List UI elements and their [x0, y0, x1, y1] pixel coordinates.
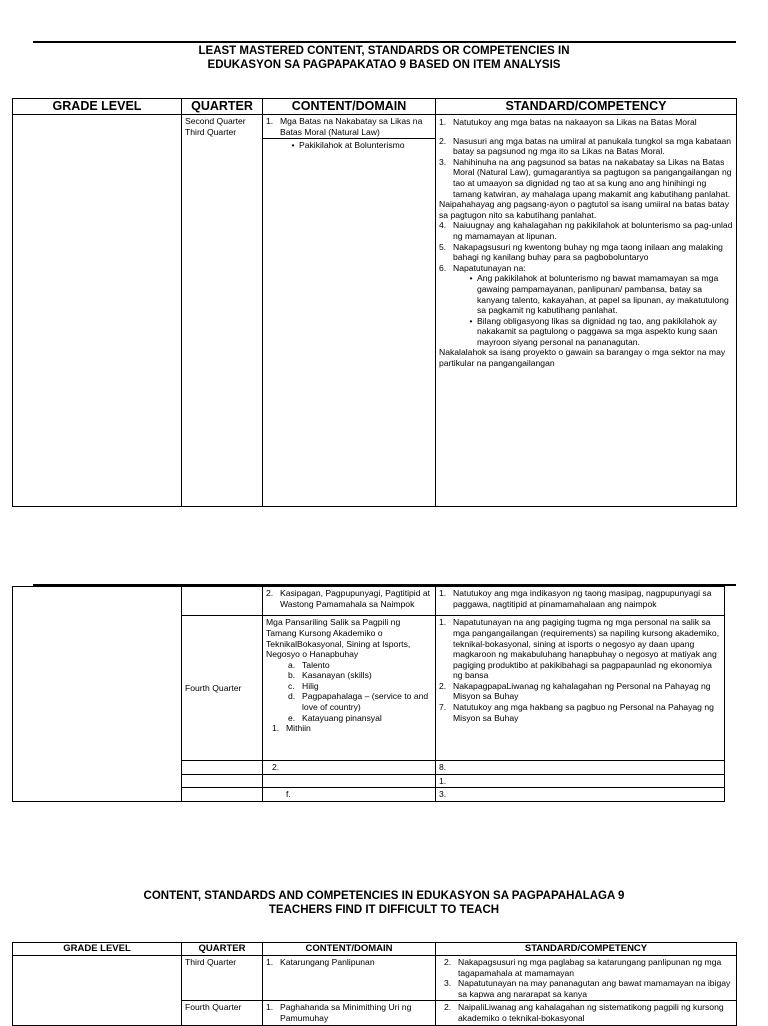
competency-paragraph: Naipahahayag ang pagsang-ayon o pagtutol sa isang umiiral na batas batay sa pagtugon nito sa kabutihang panlahat.	[439, 199, 730, 220]
competency-item: Naiuugnay ang kahalagahan ng pakikilahok at bolunterismo sa pag-unlad ng mamamayan at lipunan.	[453, 220, 733, 241]
list-number: 1.	[272, 723, 280, 734]
grade-level-cell	[13, 956, 182, 1026]
list-number: 1.	[266, 957, 274, 967]
difficult-to-teach-table	[12, 942, 737, 1026]
header-standard-competency: STANDARD/COMPETENCY	[436, 943, 737, 956]
content-item: Katarungang Panlipunan	[280, 957, 375, 967]
competency-item: Nahihinuha na ang pagsunod sa batas na nakabatay sa Likas na Batas Moral (Natural Law), gumagarantiya sa pagtugon sa pangangailangan ng tao at umaayon sa dignidad ng tao at sa kung ano ang hinihingi ng tamang katwiran, ay mahalaga upang makamit ang kabutihang panlahat.	[453, 156, 732, 199]
list-number: 1.	[439, 588, 447, 598]
list-number: 1.	[266, 1002, 274, 1013]
bullet-icon: •	[469, 315, 473, 326]
list-letter: d.	[288, 691, 296, 702]
content-subitem: Pagpapahalaga – (service to and love of country)	[302, 691, 429, 713]
competency-paragraph: Nakalalahok sa isang proyekto o gawain sa barangay o mga sektor na may partikular na pangangailangan	[439, 347, 726, 369]
header-content-domain: CONTENT/DOMAIN	[263, 99, 436, 115]
least-mastered-table	[12, 98, 737, 507]
grade-level-cell	[13, 115, 182, 507]
table-header-row	[13, 943, 737, 956]
section3-title-line1: CONTENT, STANDARDS AND COMPETENCIES IN EDUKASYON SA PAGPAPAHALAGA 9	[143, 890, 625, 902]
header-content-domain: CONTENT/DOMAIN	[263, 943, 436, 956]
competency-item: Nasusuri ang mga batas na umiiral at panukala tungkol sa mga kabataan batay sa pagsunod ng mga ito sa Likas na Batas Moral.	[453, 135, 732, 157]
competency-item: Natutukoy ang mga indikasyon ng taong masipag, nagpupunyagi sa paggawa, nagtitipid at pinamamahalaan ang naimpok	[453, 588, 712, 609]
section1-title	[0, 44, 768, 72]
bullet-icon: •	[469, 273, 473, 284]
content-subitem: Kasanayan (skills)	[302, 670, 372, 681]
section3-title	[0, 889, 768, 917]
header-quarter: QUARTER	[182, 943, 263, 956]
quarter-cell	[182, 788, 263, 802]
quarter-cell	[182, 774, 263, 788]
content-subitem: Mithiin	[286, 723, 311, 734]
list-number: 6.	[439, 262, 447, 273]
quarter-second: Second Quarter	[185, 116, 246, 126]
list-number: 1.	[439, 617, 447, 628]
content-domain-cell	[263, 1001, 436, 1025]
competency-cell	[436, 761, 725, 775]
section1-title-line1: LEAST MASTERED CONTENT, STANDARDS OR COMPETENCIES IN	[198, 45, 570, 57]
content-item: Mga Batas na Nakabatay sa Likas na Batas Moral (Natural Law)	[280, 116, 423, 137]
competency-item: Nakapagsusuri ng kwentong buhay ng mga taong inilaan ang malaking bahagi ng kanilang buhay para sa pagboboluntaryo	[453, 241, 723, 263]
list-number: 4.	[439, 220, 447, 231]
bullet-icon: •	[291, 140, 295, 151]
competency-item: Napatutunayan na may pananagutan ang bawat mamamayan na ibigay sa kapwa ang nararapat sa kanya	[458, 978, 731, 999]
competency-item: Natutukoy ang mga batas na nakaayon sa Likas na Batas Moral	[453, 117, 697, 127]
list-letter: c.	[288, 680, 295, 691]
section1-title-line2: EDUKASYON SA PAGPAPAKATAO 9 BASED ON ITEM ANALYSIS	[207, 59, 561, 71]
competency-item: Natutukoy ang mga hakbang sa pagbuo ng Personal na Pahayag ng Misyon sa Buhay	[453, 702, 714, 723]
content-domain-cell	[263, 115, 436, 507]
list-number: 8.	[439, 762, 447, 773]
quarter-cell	[182, 761, 263, 775]
competency-item: Nakapagsusuri ng mga paglabag sa katarungang panlipunan ng mga tagapamahala at mamamayan	[458, 957, 722, 978]
quarter-cell	[182, 587, 263, 616]
list-number: 2.	[444, 957, 452, 967]
content-bullet: Pakikilahok at Bolunterismo	[299, 140, 405, 151]
competency-item: Napatutunayan na ang pagiging tugma ng mga personal na salik sa mga pangangailangan (requirements) sa napiling kursong akademiko, teknikal-bokasyonal, sining at isports o negosyo ay daan upang magkaroon ng makabuluhang hanapbuhay o negosyo at matiyak ang pagiging produktibo at pakikibahagi sa pagpapaunlad ng ekonomiya ng bansa	[453, 617, 720, 681]
list-number: 2.	[439, 680, 447, 691]
list-number: 3.	[444, 978, 452, 989]
content-domain-cell	[263, 956, 436, 1001]
list-number: 2.	[444, 1002, 452, 1013]
competency-cell	[436, 587, 725, 616]
grade-level-cell	[13, 587, 182, 802]
list-number: 1.	[439, 775, 447, 786]
competency-item: NakapagpapaLiwanag ng kahalagahan ng Personal na Pahayag ng Misyon sa Buhay	[453, 680, 711, 702]
list-number: 2.	[266, 588, 274, 598]
table-row	[13, 956, 737, 1001]
competency-cell	[436, 774, 725, 788]
content-subitem: Talento	[302, 659, 330, 670]
content-domain-cell	[263, 761, 436, 775]
list-letter: b.	[288, 670, 296, 681]
header-grade-level: GRADE LEVEL	[13, 99, 182, 115]
content-subitem: Katayuang pinansyal	[302, 712, 382, 723]
competency-cell	[436, 956, 737, 1001]
competency-item: Napatutunayan na:	[453, 262, 526, 273]
list-number: 2.	[272, 762, 280, 773]
competency-cell	[436, 788, 725, 802]
header-grade-level: GRADE LEVEL	[13, 943, 182, 956]
competency-item: NaipaliLiwanag ang kahalagahan ng sistematikong pagpili ng kursong akademiko o teknikal-bokasyonal	[458, 1002, 724, 1023]
table-row	[13, 587, 725, 616]
top-rule	[33, 41, 736, 43]
table-row	[13, 115, 737, 507]
list-letter: e.	[288, 712, 296, 723]
continued-table	[12, 586, 725, 802]
content-item: Kasipagan, Pagpupunyagi, Pagtitipid at Wastong Pamamahala sa Naimpok	[280, 588, 431, 609]
list-number: 3.	[439, 156, 447, 167]
header-standard-competency: STANDARD/COMPETENCY	[436, 99, 737, 115]
list-number: 1.	[266, 116, 274, 126]
competency-bullet: Ang pakikilahok at bolunterismo ng bawat mamamayan sa mga gawaing pampamayanan, panlipunan/ pambansa, batay sa kanyang talento, kakayahan, at papel sa lipunan, ay makatutulong sa pagkamit ng kabutihang panlahat.	[477, 273, 729, 316]
quarter-third: Third Quarter	[185, 126, 237, 137]
content-domain-cell	[263, 774, 436, 788]
list-number: 1.	[439, 117, 447, 127]
content-subitem: Hilig	[302, 680, 319, 691]
list-number: 7.	[439, 702, 447, 713]
competency-cell	[436, 115, 737, 507]
quarter-cell: Fourth Quarter	[182, 616, 263, 761]
content-domain-cell	[263, 616, 436, 761]
list-letter: f.	[286, 789, 291, 800]
list-number: 5.	[439, 241, 447, 252]
quarter-cell: Third Quarter	[182, 956, 263, 1001]
competency-cell	[436, 1001, 737, 1025]
content-domain-cell	[263, 788, 436, 802]
content-heading: Mga Pansariling Salik sa Pagpili ng Tamang Kursong Akademiko o TeknikalBokasyonal, Sining at Isports, Negosyo o Hanapbuhay	[266, 617, 411, 660]
competency-cell	[436, 616, 725, 761]
list-letter: a.	[288, 659, 296, 670]
table-header-row	[13, 99, 737, 115]
quarter-cell	[182, 115, 263, 507]
content-domain-cell	[263, 587, 436, 616]
quarter-cell: Fourth Quarter	[182, 1001, 263, 1025]
competency-bullet: Bilang obligasyong likas sa dignidad ng tao, ang pakikilahok ay nakakamit sa pagtulong o paggawa sa mga aspekto kung saan mayroon siyang personal na pananagutan.	[477, 315, 718, 347]
list-number: 3.	[439, 789, 447, 800]
list-number: 2.	[439, 135, 447, 146]
header-quarter: QUARTER	[182, 99, 263, 115]
section3-title-line2: TEACHERS FIND IT DIFFICULT TO TEACH	[268, 904, 500, 916]
content-item: Paghahanda sa Minimithing Uri ng Pamumuhay	[280, 1002, 412, 1023]
